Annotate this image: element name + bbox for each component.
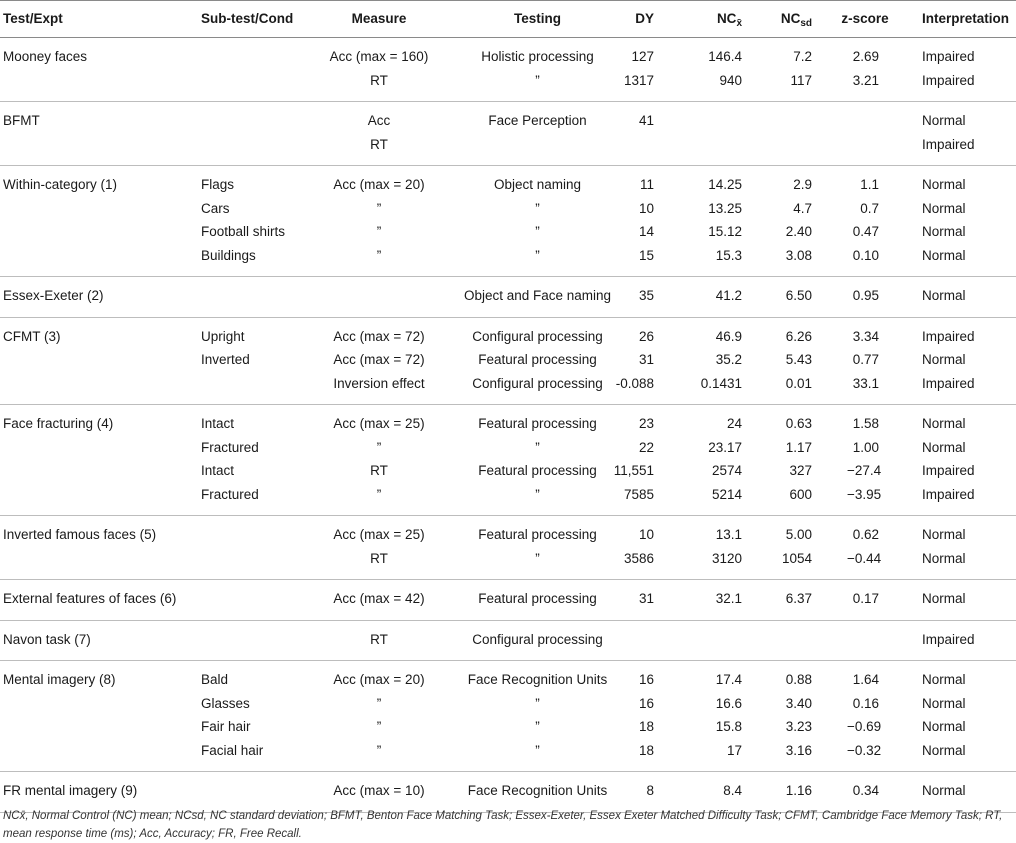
- cell-z-score: −0.69: [847, 719, 882, 734]
- cell-nc-mean: 3120: [711, 550, 742, 566]
- cell-subtest: Football shirts: [201, 224, 286, 239]
- row-divider: [0, 276, 1016, 277]
- cell-testing: Featural processing: [478, 352, 597, 367]
- cell-nc-mean: 24: [726, 416, 742, 431]
- cell-dy: 16: [638, 672, 654, 687]
- cell-z-score: 0.17: [852, 591, 879, 606]
- header-nc-mean-label: NC: [716, 11, 737, 26]
- cell-z-score: 0.10: [852, 247, 879, 263]
- cell-testing: ”: [535, 247, 540, 263]
- cell-z-score: 1.1: [860, 177, 879, 192]
- cell-measure: RT: [370, 631, 388, 647]
- header-measure: Measure: [351, 11, 407, 26]
- row-divider: [0, 404, 1016, 405]
- cell-nc-mean: 0.1431: [700, 375, 742, 391]
- cell-dy: 3586: [623, 550, 654, 566]
- cell-dy: 10: [638, 200, 654, 216]
- cell-interpretation: Normal: [922, 672, 966, 687]
- cell-nc-mean: 17: [726, 742, 742, 758]
- cell-nc-sd: 3.40: [785, 695, 812, 711]
- cell-subtest: Intact: [201, 416, 235, 431]
- cell-nc-sd: 6.37: [785, 591, 812, 606]
- cell-measure: Acc (max = 25): [333, 527, 425, 542]
- header-interpretation: Interpretation: [922, 11, 1010, 26]
- cell-nc-sd: 1.16: [785, 783, 812, 798]
- cell-interpretation: Impaired: [922, 486, 975, 502]
- cell-nc-sd: 1054: [781, 550, 812, 566]
- cell-dy: 15: [638, 247, 654, 263]
- cell-subtest: Facial hair: [201, 742, 264, 758]
- cell-dy: 22: [638, 439, 654, 455]
- cell-nc-sd: 0.63: [785, 416, 812, 431]
- cell-testing: Featural processing: [478, 416, 597, 431]
- cell-interpretation: Impaired: [922, 631, 975, 647]
- cell-z-score: 0.16: [852, 695, 879, 711]
- header-nc-sd-sub: sd: [800, 18, 812, 29]
- cell-measure: ”: [376, 486, 382, 502]
- header-subtest: Sub-test/Cond: [201, 11, 294, 26]
- cell-nc-mean: 5214: [711, 486, 742, 502]
- cell-subtest: Glasses: [201, 695, 250, 711]
- cell-testing: Featural processing: [478, 527, 597, 542]
- cell-nc-sd: 1.17: [785, 439, 812, 455]
- cell-measure: ”: [376, 224, 382, 239]
- cell-subtest: Fractured: [201, 486, 259, 502]
- cell-dy: 127: [631, 49, 654, 64]
- row-divider: [0, 660, 1016, 661]
- cell-testing: ”: [535, 695, 540, 711]
- cell-testing: Object naming: [493, 177, 582, 192]
- cell-measure: Acc (max = 72): [333, 328, 425, 344]
- cell-testing: ”: [535, 200, 540, 216]
- table-footnote: NCx̄, Normal Control (NC) mean; NCsd, NC standard deviation; BFMT, Benton Face Matching Task; Essex-Exeter, Essex Exeter Matched Difficulty Task; CFMT, Cambridge Face Memory Task; RT, mean response time (ms); Acc, Accuracy; FR, Free Recall.: [3, 810, 1003, 840]
- cell-nc-mean: 146.4: [708, 49, 742, 64]
- cell-interpretation: Impaired: [922, 463, 975, 478]
- cell-testing: Face Perception: [488, 113, 587, 128]
- cell-nc-sd: 3.08: [785, 247, 812, 263]
- cell-dy: -0.088: [615, 375, 654, 391]
- cell-interpretation: Impaired: [922, 72, 975, 88]
- cell-interpretation: Impaired: [922, 328, 975, 344]
- cell-testing: Object and Face naming: [463, 288, 612, 303]
- header-nc-sd-label: NC: [780, 11, 801, 26]
- cell-subtest: Buildings: [201, 247, 256, 263]
- cell-dy: 16: [638, 695, 654, 711]
- cell-nc-mean: 32.1: [715, 591, 742, 606]
- cell-z-score: 2.69: [852, 49, 879, 64]
- cell-measure: Acc (max = 160): [329, 49, 429, 64]
- cell-testing: ”: [535, 742, 540, 758]
- cell-measure: ”: [376, 439, 382, 455]
- cell-measure: Acc: [367, 113, 391, 128]
- cell-z-score: 1.64: [852, 672, 879, 687]
- cell-test: Face fracturing (4): [3, 416, 114, 431]
- cell-nc-sd: 7.2: [793, 49, 812, 64]
- header-dy: DY: [635, 11, 654, 26]
- cell-z-score: −0.32: [847, 742, 882, 758]
- cell-interpretation: Normal: [922, 527, 966, 542]
- cell-z-score: 0.47: [852, 224, 879, 239]
- cell-z-score: 0.34: [852, 783, 879, 798]
- cell-interpretation: Impaired: [922, 136, 975, 152]
- cell-dy: 23: [638, 416, 654, 431]
- cell-testing: Configural processing: [472, 631, 603, 647]
- cell-testing: Configural processing: [472, 328, 603, 344]
- cell-measure: Inversion effect: [333, 375, 425, 391]
- cell-z-score: 3.34: [852, 328, 879, 344]
- row-divider: [0, 317, 1016, 318]
- cell-dy: 7585: [623, 486, 654, 502]
- cell-measure: RT: [370, 72, 388, 88]
- cell-nc-sd: 600: [789, 486, 812, 502]
- cell-dy: 1317: [623, 72, 654, 88]
- cell-interpretation: Normal: [922, 200, 966, 216]
- cell-measure: Acc (max = 20): [333, 672, 425, 687]
- cell-testing: Configural processing: [472, 375, 603, 391]
- cell-interpretation: Normal: [922, 439, 966, 455]
- cell-measure: Acc (max = 20): [333, 177, 425, 192]
- cell-z-score: −0.44: [847, 550, 882, 566]
- cell-interpretation: Normal: [922, 783, 966, 798]
- cell-measure: ”: [376, 695, 382, 711]
- cell-testing: Face Recognition Units: [467, 783, 608, 798]
- cell-nc-mean: 8.4: [723, 783, 742, 798]
- cell-interpretation: Normal: [922, 550, 966, 566]
- header-testing: Testing: [514, 11, 561, 26]
- cell-interpretation: Normal: [922, 742, 966, 758]
- cell-dy: 18: [638, 719, 654, 734]
- cell-nc-mean: 17.4: [715, 672, 742, 687]
- cell-test: Mental imagery (8): [3, 672, 116, 687]
- cell-test: Essex-Exeter (2): [3, 288, 104, 303]
- cell-testing: ”: [535, 224, 540, 239]
- cell-z-score: 0.95: [852, 288, 879, 303]
- cell-subtest: Upright: [201, 328, 245, 344]
- cell-nc-mean: 15.3: [715, 247, 742, 263]
- cell-nc-mean: 41.2: [715, 288, 742, 303]
- cell-measure: ”: [376, 719, 382, 734]
- cell-nc-sd: 5.43: [785, 352, 812, 367]
- cell-nc-sd: 0.01: [785, 375, 812, 391]
- cell-subtest: Inverted: [201, 352, 250, 367]
- cell-dy: 31: [638, 352, 654, 367]
- cell-nc-mean: 13.1: [715, 527, 742, 542]
- cell-dy: 18: [638, 742, 654, 758]
- cell-test: Mooney faces: [3, 49, 88, 64]
- cell-subtest: Fair hair: [201, 719, 251, 734]
- row-divider: [0, 515, 1016, 516]
- cell-z-score: 0.77: [852, 352, 879, 367]
- cell-testing: ”: [535, 719, 540, 734]
- cell-nc-sd: 2.9: [793, 177, 812, 192]
- cell-nc-sd: 327: [789, 463, 812, 478]
- row-divider: [0, 771, 1016, 772]
- cell-dy: 14: [638, 224, 654, 239]
- cell-dy: 35: [638, 288, 654, 303]
- cell-measure: ”: [376, 200, 382, 216]
- cell-interpretation: Normal: [922, 591, 966, 606]
- row-divider: [0, 620, 1016, 621]
- row-divider: [0, 101, 1016, 102]
- cell-interpretation: Normal: [922, 695, 966, 711]
- cell-testing: ”: [535, 550, 540, 566]
- cell-interpretation: Normal: [922, 288, 966, 303]
- cell-interpretation: Normal: [922, 224, 966, 239]
- cell-interpretation: Normal: [922, 352, 966, 367]
- cell-subtest: Flags: [201, 177, 235, 192]
- cell-testing: Featural processing: [478, 463, 597, 478]
- cell-nc-mean: 23.17: [708, 439, 742, 455]
- cell-nc-sd: 5.00: [785, 527, 812, 542]
- header-z-score: z-score: [841, 11, 889, 26]
- cell-dy: 11,551: [613, 463, 654, 478]
- cell-interpretation: Normal: [922, 177, 966, 192]
- cell-test: BFMT: [3, 113, 40, 128]
- table-header: [0, 0, 1016, 38]
- cell-interpretation: Normal: [922, 113, 966, 128]
- cell-test: Within-category (1): [3, 177, 118, 192]
- cell-nc-mean: 13.25: [708, 200, 742, 216]
- cell-subtest: Cars: [201, 200, 230, 216]
- cell-nc-sd: 3.16: [785, 742, 812, 758]
- cell-nc-sd: 6.50: [785, 288, 812, 303]
- cell-test: FR mental imagery (9): [3, 783, 138, 798]
- cell-z-score: 0.7: [860, 200, 879, 216]
- cell-interpretation: Impaired: [922, 375, 975, 391]
- cell-nc-sd: 0.88: [785, 672, 812, 687]
- cell-z-score: −3.95: [847, 486, 882, 502]
- cell-z-score: 33.1: [852, 375, 879, 391]
- cell-nc-mean: 35.2: [715, 352, 742, 367]
- cell-testing: ”: [535, 486, 540, 502]
- cell-nc-mean: 2574: [711, 463, 742, 478]
- cell-z-score: 1.00: [852, 439, 879, 455]
- cell-nc-mean: 940: [719, 72, 742, 88]
- cell-measure: RT: [370, 463, 388, 478]
- cell-testing: Holistic processing: [481, 49, 594, 64]
- header-nc-mean: [697, 1, 742, 37]
- header-test: Test/Expt: [3, 11, 63, 26]
- cell-measure: Acc (max = 42): [333, 591, 425, 606]
- cell-subtest: Bald: [201, 672, 229, 687]
- cell-dy: 31: [638, 591, 654, 606]
- cell-nc-sd: 3.23: [785, 719, 812, 734]
- cell-interpretation: Normal: [922, 719, 966, 734]
- cell-dy: 41: [638, 113, 654, 128]
- cell-dy: 8: [646, 783, 654, 798]
- cell-interpretation: Impaired: [922, 49, 975, 64]
- cell-nc-mean: 15.8: [715, 719, 742, 734]
- header-nc-mean-sub: x̄: [736, 18, 742, 29]
- cell-dy: 10: [638, 527, 654, 542]
- cell-nc-sd: 4.7: [793, 200, 812, 216]
- cell-nc-mean: 15.12: [708, 224, 742, 239]
- cell-nc-sd: 117: [790, 72, 812, 88]
- cell-testing: ”: [535, 439, 540, 455]
- cell-measure: RT: [370, 550, 388, 566]
- cell-z-score: −27.4: [847, 463, 882, 478]
- cell-dy: 11: [639, 177, 654, 192]
- cell-measure: Acc (max = 72): [333, 352, 425, 367]
- cell-measure: RT: [370, 136, 388, 152]
- cell-nc-sd: 2.40: [785, 224, 812, 239]
- cell-nc-mean: 14.25: [708, 177, 742, 192]
- cell-measure: Acc (max = 25): [333, 416, 425, 431]
- cell-test: External features of faces (6): [3, 591, 177, 606]
- cell-testing: ”: [535, 72, 540, 88]
- cell-testing: Face Recognition Units: [467, 672, 608, 687]
- cell-z-score: 0.62: [852, 527, 879, 542]
- cell-test: Navon task (7): [3, 631, 91, 647]
- cell-interpretation: Normal: [922, 247, 966, 263]
- cell-subtest: Intact: [201, 463, 235, 478]
- row-divider: [0, 579, 1016, 580]
- cell-test: Inverted famous faces (5): [3, 527, 157, 542]
- cell-nc-sd: 6.26: [785, 328, 812, 344]
- cell-measure: ”: [376, 247, 382, 263]
- cell-measure: Acc (max = 10): [333, 783, 425, 798]
- cell-dy: 26: [638, 328, 654, 344]
- cell-interpretation: Normal: [922, 416, 966, 431]
- cell-nc-mean: 46.9: [715, 328, 742, 344]
- cell-z-score: 1.58: [852, 416, 879, 431]
- cell-nc-mean: 16.6: [715, 695, 742, 711]
- cell-measure: ”: [376, 742, 382, 758]
- cell-test: CFMT (3): [3, 328, 61, 344]
- header-nc-sd: [765, 1, 812, 37]
- cell-testing: Featural processing: [478, 591, 597, 606]
- cell-z-score: 3.21: [852, 72, 879, 88]
- cell-subtest: Fractured: [201, 439, 259, 455]
- row-divider: [0, 165, 1016, 166]
